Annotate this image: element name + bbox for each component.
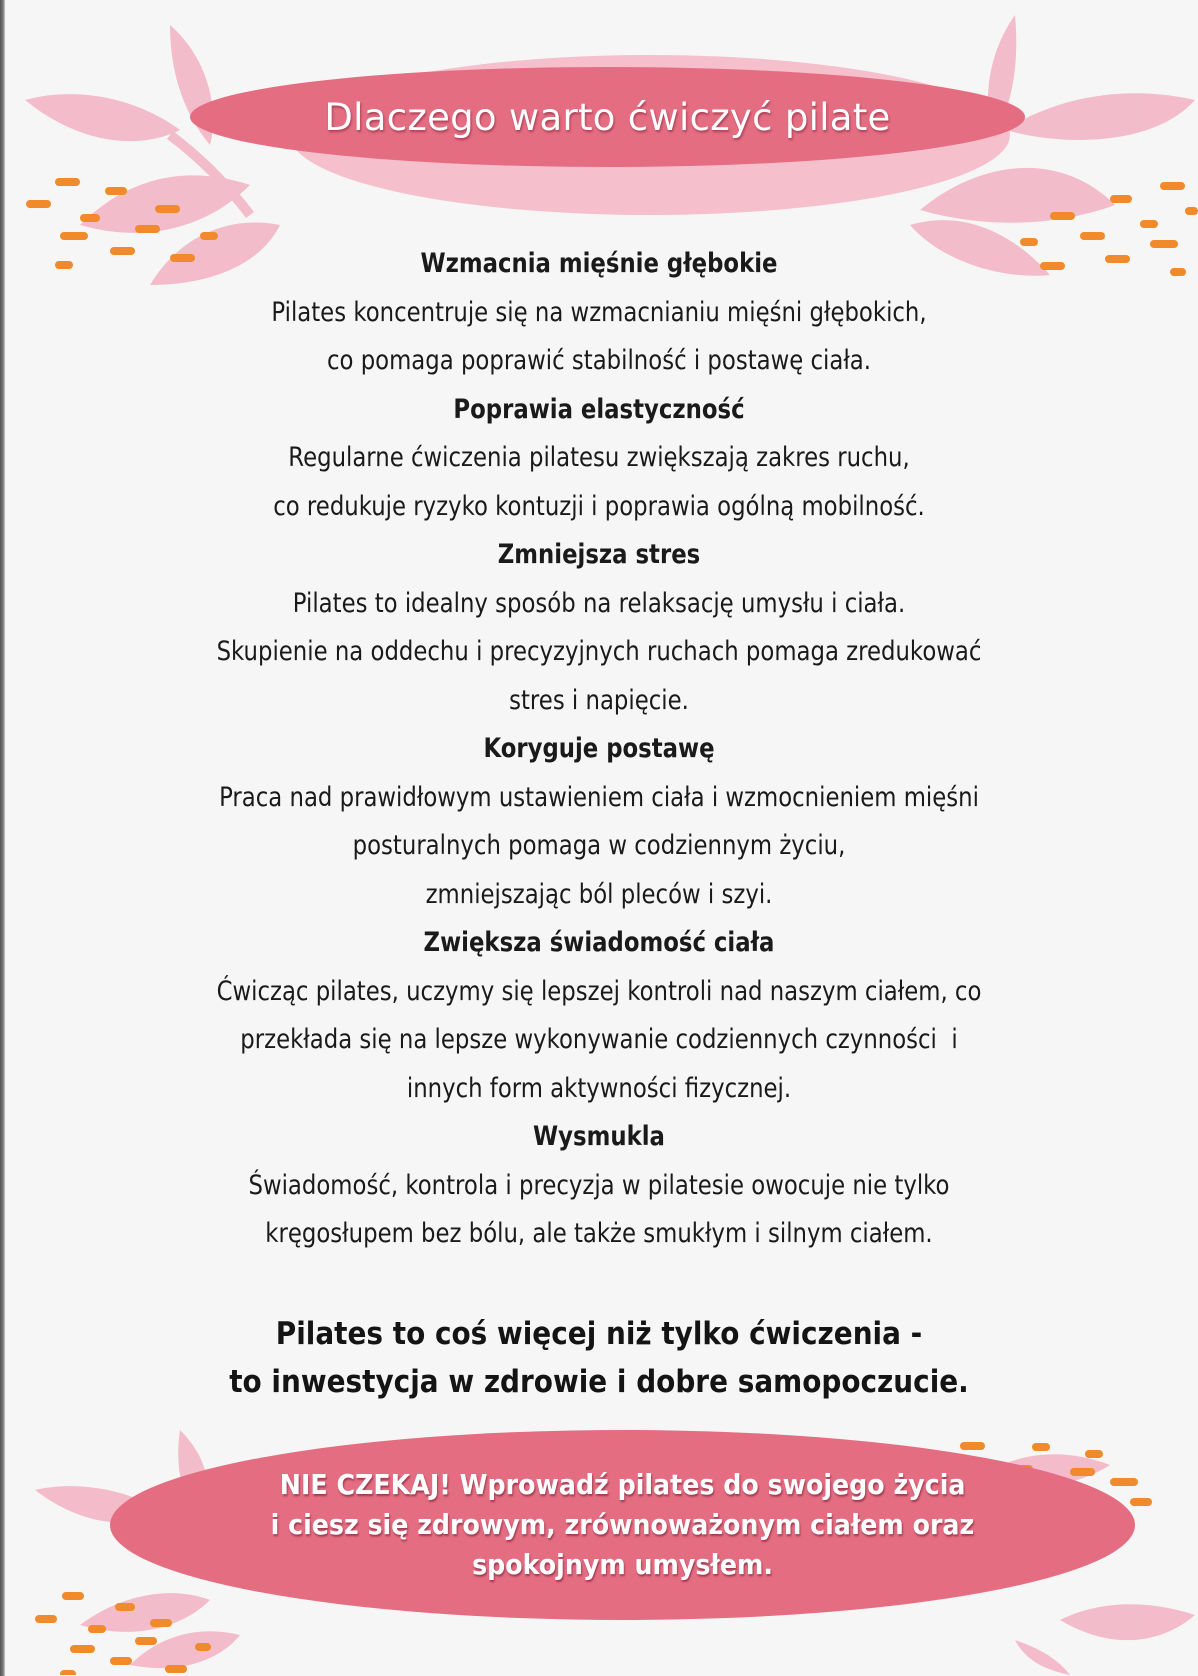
- section-text: przekłada się na lepsze wykonywanie codziennych czynności i: [240, 1024, 958, 1055]
- section-heading: Zmniejsza stres: [497, 539, 701, 570]
- page-title: Dlaczego warto ćwiczyć pilate: [324, 95, 891, 139]
- section-text: co redukuje ryzyko kontuzji i poprawia ogólną mobilność.: [273, 490, 925, 522]
- section-flexibility: [0, 386, 1198, 532]
- section-text: stres i napięcie.: [509, 684, 689, 716]
- section-text: Świadomość, kontrola i precyzja w pilatesie owocuje nie tylko: [248, 1169, 950, 1201]
- section-stress: [0, 531, 1198, 725]
- section-body-awareness: [0, 919, 1198, 1113]
- section-text: Pilates to idealny sposób na relaksację umysłu i ciała.: [292, 587, 906, 619]
- section-text: Praca nad prawidłowym ustawieniem ciała i wzmocnieniem mięśni: [219, 781, 979, 813]
- section-text: Ćwicząc pilates, uczymy się lepszej kontroli nad naszym ciałem, co: [216, 975, 982, 1007]
- closing-line: to inwestycja w zdrowie i dobre samopoczucie.: [229, 1364, 969, 1400]
- section-text: kręgosłupem bez bólu, ale także smukłym i silnym ciałem.: [265, 1218, 933, 1249]
- section-slimming: [0, 1113, 1198, 1259]
- closing-statement: [0, 1310, 1198, 1406]
- section-heading: Poprawia elastyczność: [453, 393, 745, 425]
- section-heading: Zwiększa świadomość ciała: [423, 927, 775, 958]
- section-text: innych form aktywności fizycznej.: [406, 1072, 792, 1104]
- cta-line: NIE CZEKAJ! Wprowadź pilates do swojego życia: [279, 1469, 966, 1501]
- section-heading: Koryguje postawę: [483, 733, 715, 764]
- section-text: zmniejszając ból pleców i szyi.: [425, 878, 773, 910]
- benefits-list: [0, 240, 1198, 1259]
- closing-line: Pilates to coś więcej niż tylko ćwiczenia -: [275, 1316, 923, 1352]
- section-posture: [0, 725, 1198, 919]
- section-text: Regularne ćwiczenia pilatesu zwiększają zakres ruchu,: [288, 442, 910, 473]
- section-text: Skupienie na oddechu i precyzyjnych ruchach pomaga zredukować: [216, 636, 982, 667]
- cta-line: i ciesz się zdrowym, zrównoważonym ciałem oraz: [270, 1509, 975, 1541]
- section-text: posturalnych pomaga w codziennym życiu,: [352, 830, 846, 861]
- section-text: Pilates koncentruje się na wzmacnianiu mięśni głębokich,: [271, 296, 927, 328]
- cta-message: [110, 1430, 1135, 1620]
- section-heading: Wysmukla: [533, 1121, 665, 1152]
- section-text: co pomaga poprawić stabilność i postawę ciała.: [326, 345, 872, 376]
- section-deep-muscles: [0, 240, 1198, 386]
- section-heading: Wzmacnia mięśnie głębokie: [420, 248, 778, 279]
- cta-line: spokojnym umysłem.: [472, 1549, 773, 1581]
